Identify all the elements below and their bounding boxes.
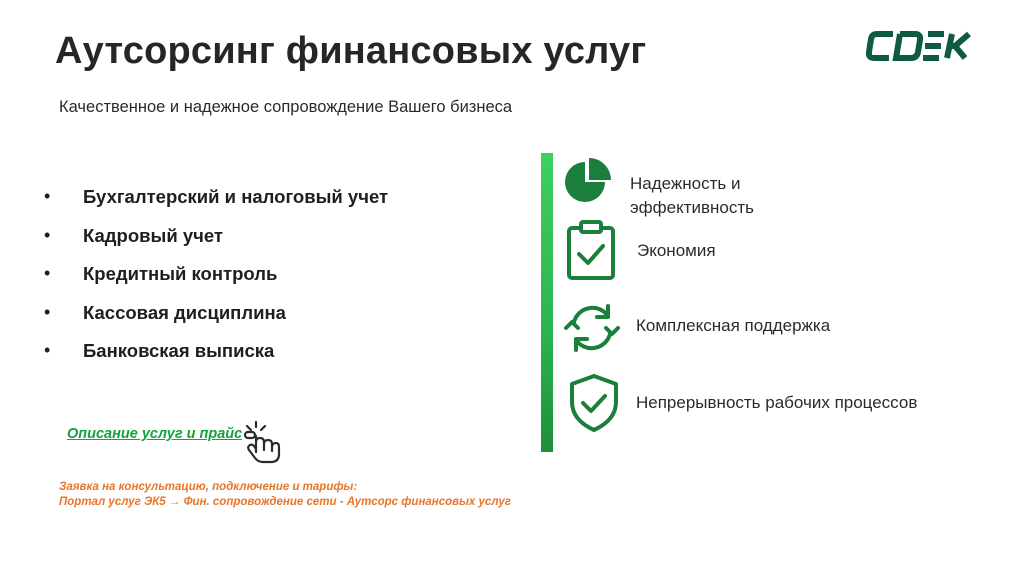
bullet-dot: • bbox=[44, 340, 51, 360]
service-label: Кассовая дисциплина bbox=[83, 301, 286, 323]
consultation-note bbox=[59, 480, 511, 510]
clipboard-check-icon bbox=[565, 218, 617, 287]
list-item bbox=[44, 225, 388, 264]
note-line-1: Заявка на консультацию, подключение и тарифы: bbox=[59, 481, 358, 493]
cdek-logo bbox=[866, 28, 976, 69]
list-item bbox=[44, 186, 388, 225]
feature-text-line: эффективность bbox=[630, 198, 755, 217]
service-label: Бухгалтерский и налоговый учет bbox=[83, 186, 389, 207]
bullet-dot: • bbox=[44, 186, 51, 206]
page-title: Аутсорсинг финансовых услуг bbox=[55, 30, 647, 72]
service-label: Банковская выписка bbox=[83, 340, 275, 361]
list-item bbox=[44, 263, 388, 302]
note-line-2: Портал услуг ЭК5 → Фин. сопровождение сети - Аутсорс финансовых услуг bbox=[59, 496, 511, 508]
feature-reliability bbox=[630, 172, 754, 220]
pointer-hand-icon[interactable] bbox=[243, 418, 283, 471]
bullet-dot: • bbox=[44, 301, 51, 322]
service-label: Кадровый учет bbox=[83, 224, 223, 246]
feature-text-line: Надежность и bbox=[630, 174, 741, 193]
bullet-dot: • bbox=[44, 263, 51, 283]
list-item bbox=[44, 340, 388, 379]
feature-economy: Экономия bbox=[637, 241, 716, 260]
feature-continuity: Непрерывность рабочих процессов bbox=[636, 393, 918, 412]
services-list bbox=[44, 186, 388, 379]
feature-complex-support: Комплексная поддержка bbox=[636, 316, 831, 335]
page-subtitle: Качественное и надежное сопровождение Вашего бизнеса bbox=[59, 98, 513, 116]
service-label: Кредитный контроль bbox=[83, 263, 278, 284]
pie-chart-icon bbox=[561, 156, 613, 213]
service-description-link[interactable]: Описание услуг и прайс bbox=[67, 426, 242, 442]
bullet-dot: • bbox=[44, 224, 51, 245]
vertical-accent-bar bbox=[541, 153, 553, 452]
list-item bbox=[44, 302, 388, 341]
refresh-cycle-icon bbox=[564, 302, 620, 359]
service-description-link-row bbox=[67, 418, 297, 468]
shield-check-icon bbox=[568, 372, 620, 439]
